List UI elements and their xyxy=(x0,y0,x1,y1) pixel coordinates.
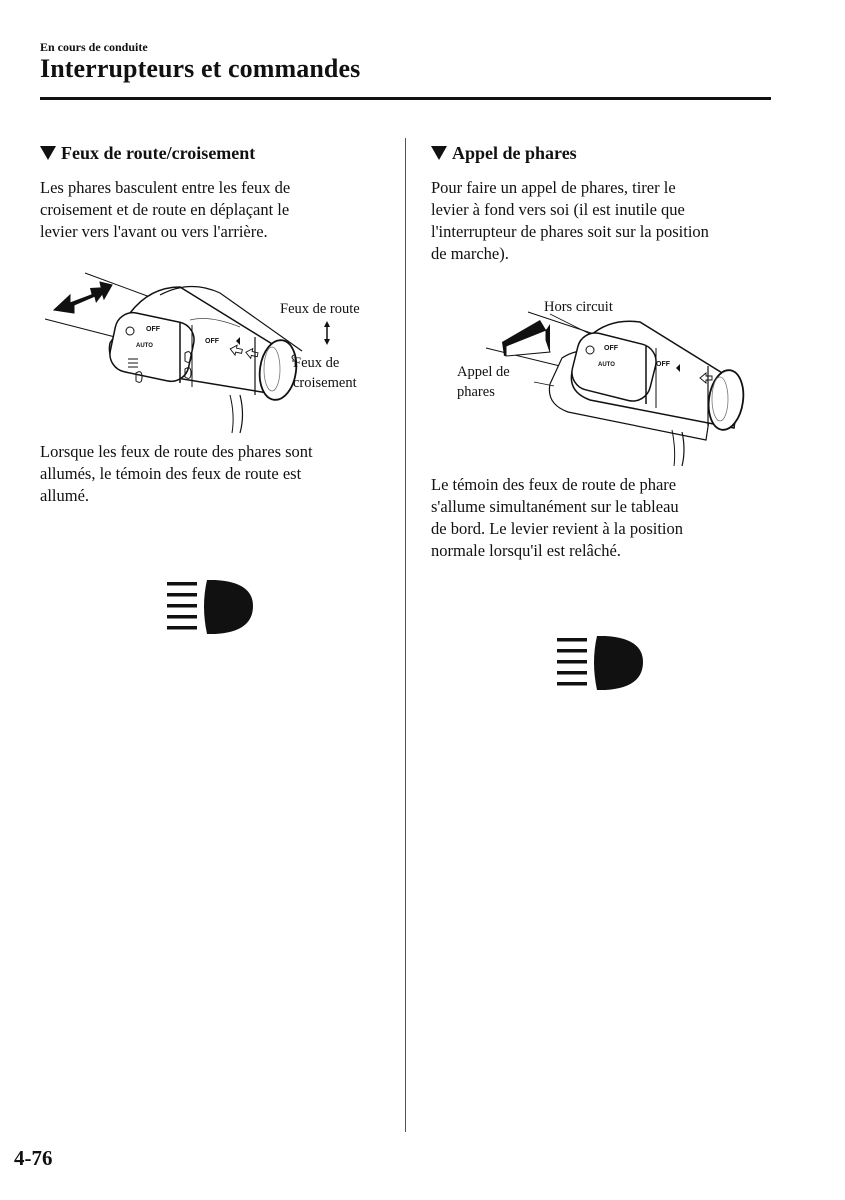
text-line: de bord. Le levier revient à la position xyxy=(431,519,683,538)
high-beam-indicator-icon xyxy=(555,634,647,692)
text-line: allumés, le témoin des feux de route est xyxy=(40,464,302,483)
label-appel-de-phares xyxy=(457,362,510,402)
lever-figure-high-low xyxy=(40,265,385,435)
auto-label: AUTO xyxy=(598,362,615,368)
label-line: phares xyxy=(457,384,495,400)
text-line: Le témoin des feux de route de phare xyxy=(431,475,677,494)
left-intro-paragraph xyxy=(40,177,290,243)
label-hors-circuit: Hors circuit xyxy=(544,299,613,315)
text-line: levier à fond vers soi (il est inutile que xyxy=(431,200,685,219)
text-line: allumé. xyxy=(40,486,90,505)
label-line: Feux de xyxy=(293,355,340,371)
ring-off-label: OFF xyxy=(604,345,618,352)
text-line: s'allume simultanément sur le tableau xyxy=(431,497,679,516)
ring2-off-label: OFF xyxy=(205,338,219,345)
title-rule xyxy=(40,97,771,100)
label-line: croisement xyxy=(293,375,357,391)
text-line: de marche). xyxy=(431,244,509,263)
auto-label: AUTO xyxy=(136,343,153,349)
page-title: Interrupteurs et commandes xyxy=(40,54,361,83)
section-name: En cours de conduite xyxy=(40,40,148,54)
label-line: Appel de xyxy=(457,364,510,380)
heading-text: Feux de route/croisement xyxy=(61,143,256,163)
text-line: Lorsque les feux de route des phares sont xyxy=(40,442,313,461)
text-line: l'interrupteur de phares soit sur la position xyxy=(431,222,709,241)
heading-text: Appel de phares xyxy=(452,143,577,163)
text-line: Pour faire un appel de phares, tirer le xyxy=(431,178,676,197)
ring2-off-label: OFF xyxy=(656,361,670,368)
triangle-bullet-icon xyxy=(40,146,56,160)
column-divider xyxy=(405,138,406,1132)
triangle-bullet-icon xyxy=(431,146,447,160)
right-after-paragraph xyxy=(431,474,683,562)
heading-appel-phares xyxy=(431,143,577,164)
text-line: croisement et de route en déplaçant le xyxy=(40,200,290,219)
text-line: levier vers l'avant ou vers l'arrière. xyxy=(40,222,268,241)
left-after-paragraph xyxy=(40,441,313,507)
right-intro-paragraph xyxy=(431,177,709,265)
text-line: Les phares basculent entre les feux de xyxy=(40,178,291,197)
ring-off-label: OFF xyxy=(146,326,160,333)
high-beam-indicator-icon xyxy=(165,578,257,636)
page-number: 4-76 xyxy=(14,1146,53,1170)
label-feux-de-route: Feux de route xyxy=(280,301,360,317)
heading-feux-route xyxy=(40,143,255,164)
label-feux-de-croisement xyxy=(293,353,357,393)
text-line: normale lorsqu'il est relâché. xyxy=(431,541,621,560)
